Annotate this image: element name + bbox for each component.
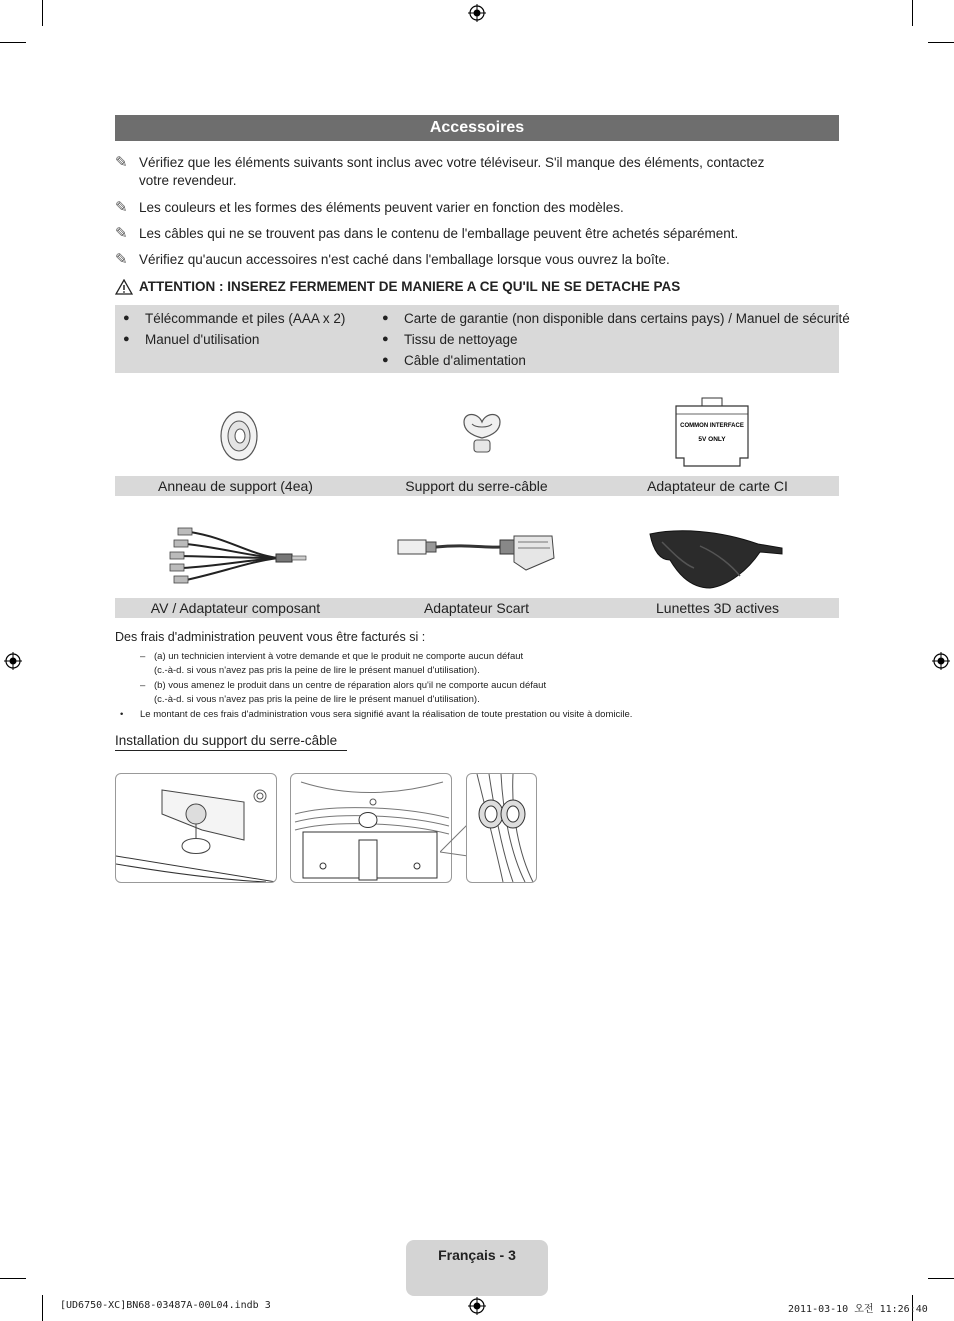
install-heading: Installation du support du serre-câble: [115, 733, 347, 751]
attention-line: [115, 278, 839, 296]
fees-note: Le montant de ces frais d'administration vous sera signifié avant la réalisation de toute prestation ou visite à domicile.: [140, 709, 633, 720]
crop-mark: [0, 42, 26, 43]
ci-card-adapter-illustration: [672, 396, 752, 470]
crop-mark: [928, 1278, 954, 1279]
note-text: Les couleurs et les formes des éléments peuvent varier en fonction des modèles.: [139, 200, 624, 215]
caption-scart-adapter: Adaptateur Scart: [423, 600, 530, 616]
fees-item-b-line2: (c.-à-d. si vous n'avez pas pris la peine de lire le présent manuel d'utilisation).: [154, 694, 480, 705]
list-item: ● Manuel d'utilisation: [145, 329, 259, 350]
print-date: 2011-03-10 오전 11:26:40: [788, 1304, 928, 1315]
pencil-note-icon: ✎: [115, 199, 128, 216]
bullet-dot-icon: ●: [123, 333, 130, 345]
pencil-note-icon: ✎: [115, 225, 128, 242]
registration-mark-icon: [932, 652, 950, 670]
note-item: [115, 251, 795, 269]
fees-item-a-line2: (c.-à-d. si vous n'avez pas pris la peine de lire le présent manuel d'utilisation).: [154, 665, 480, 676]
caption-3d-glasses: Lunettes 3D actives: [656, 600, 779, 616]
crop-mark: [42, 0, 43, 26]
av-component-cable-illustration: [168, 524, 310, 592]
note-text: Vérifiez qu'aucun accessoires n'est caché dans l'emballage lorsque vous ouvrez la boîte.: [139, 252, 670, 267]
install-figure-2: [290, 773, 452, 883]
caption-ci-adapter: Adaptateur de carte CI: [647, 478, 788, 494]
caption-holder-ring: Anneau de support (4ea): [158, 478, 313, 494]
fees-dash: –: [140, 651, 146, 662]
warning-triangle-icon: [115, 279, 133, 295]
ci-card-label: COMMON INTERFACE: [680, 423, 744, 429]
registration-mark-icon: [4, 652, 22, 670]
registration-mark-icon: [468, 1297, 486, 1315]
fees-intro: Des frais d'administration peuvent vous être facturés si :: [115, 630, 426, 644]
caption-cable-holder: Support du serre-câble: [405, 478, 548, 494]
crop-mark: [42, 1295, 43, 1321]
crop-mark: [912, 0, 913, 26]
crop-mark: [0, 1278, 26, 1279]
attention-text: ATTENTION : INSEREZ FERMEMENT DE MANIERE A CE QU'IL NE SE DETACHE PAS: [139, 279, 681, 294]
list-item: ● Câble d'alimentation: [404, 350, 526, 371]
list-item: ● Télécommande et piles (AAA x 2): [145, 308, 345, 329]
bullet-dot-icon: ●: [382, 312, 389, 324]
note-text: Les câbles qui ne se trouvent pas dans le contenu de l'emballage peuvent être achetés séparément.: [139, 226, 739, 241]
pencil-note-icon: ✎: [115, 154, 128, 171]
list-item: ● Carte de garantie (non disponible dans certains pays) / Manuel de sécurité: [404, 308, 850, 329]
pencil-note-icon: ✎: [115, 251, 128, 268]
holder-ring-illustration: [218, 410, 260, 462]
bullet-dot-icon: ●: [123, 312, 130, 324]
fees-item-a-line1: (a) un technicien intervient à votre demande et que le produit ne comporte aucun défaut: [154, 651, 524, 662]
fees-bullet: •: [120, 709, 124, 720]
page-number-tab: Français - 3: [406, 1240, 548, 1296]
fees-dash: –: [140, 680, 146, 691]
ci-card-voltage-label: 5V ONLY: [698, 436, 726, 443]
crop-mark: [928, 42, 954, 43]
list-item: ● Tissu de nettoyage: [404, 329, 518, 350]
note-text: Vérifiez que les éléments suivants sont inclus avec votre téléviseur. S'il manque des éléments, contactez votre revendeur.: [139, 155, 765, 188]
section-title: Accessoires: [115, 115, 839, 141]
note-item: [115, 154, 795, 190]
registration-mark-icon: [468, 4, 486, 22]
scart-adapter-illustration: [396, 530, 558, 578]
note-item: [115, 225, 795, 243]
file-name: [UD6750-XC]BN68-03487A-00L04.indb 3: [60, 1300, 271, 1311]
3d-glasses-illustration: [648, 524, 786, 590]
install-figure-3: [466, 773, 537, 883]
fees-item-b-line1: (b) vous amenez le produit dans un centre de réparation alors qu'il ne comporte aucun défaut: [154, 680, 547, 691]
bullet-dot-icon: ●: [382, 333, 389, 345]
bullet-dot-icon: ●: [382, 354, 389, 366]
cable-holder-illustration: [456, 408, 508, 458]
caption-av-adapter: AV / Adaptateur composant: [150, 600, 321, 616]
note-item: [115, 199, 795, 217]
install-figure-1: [115, 773, 277, 883]
